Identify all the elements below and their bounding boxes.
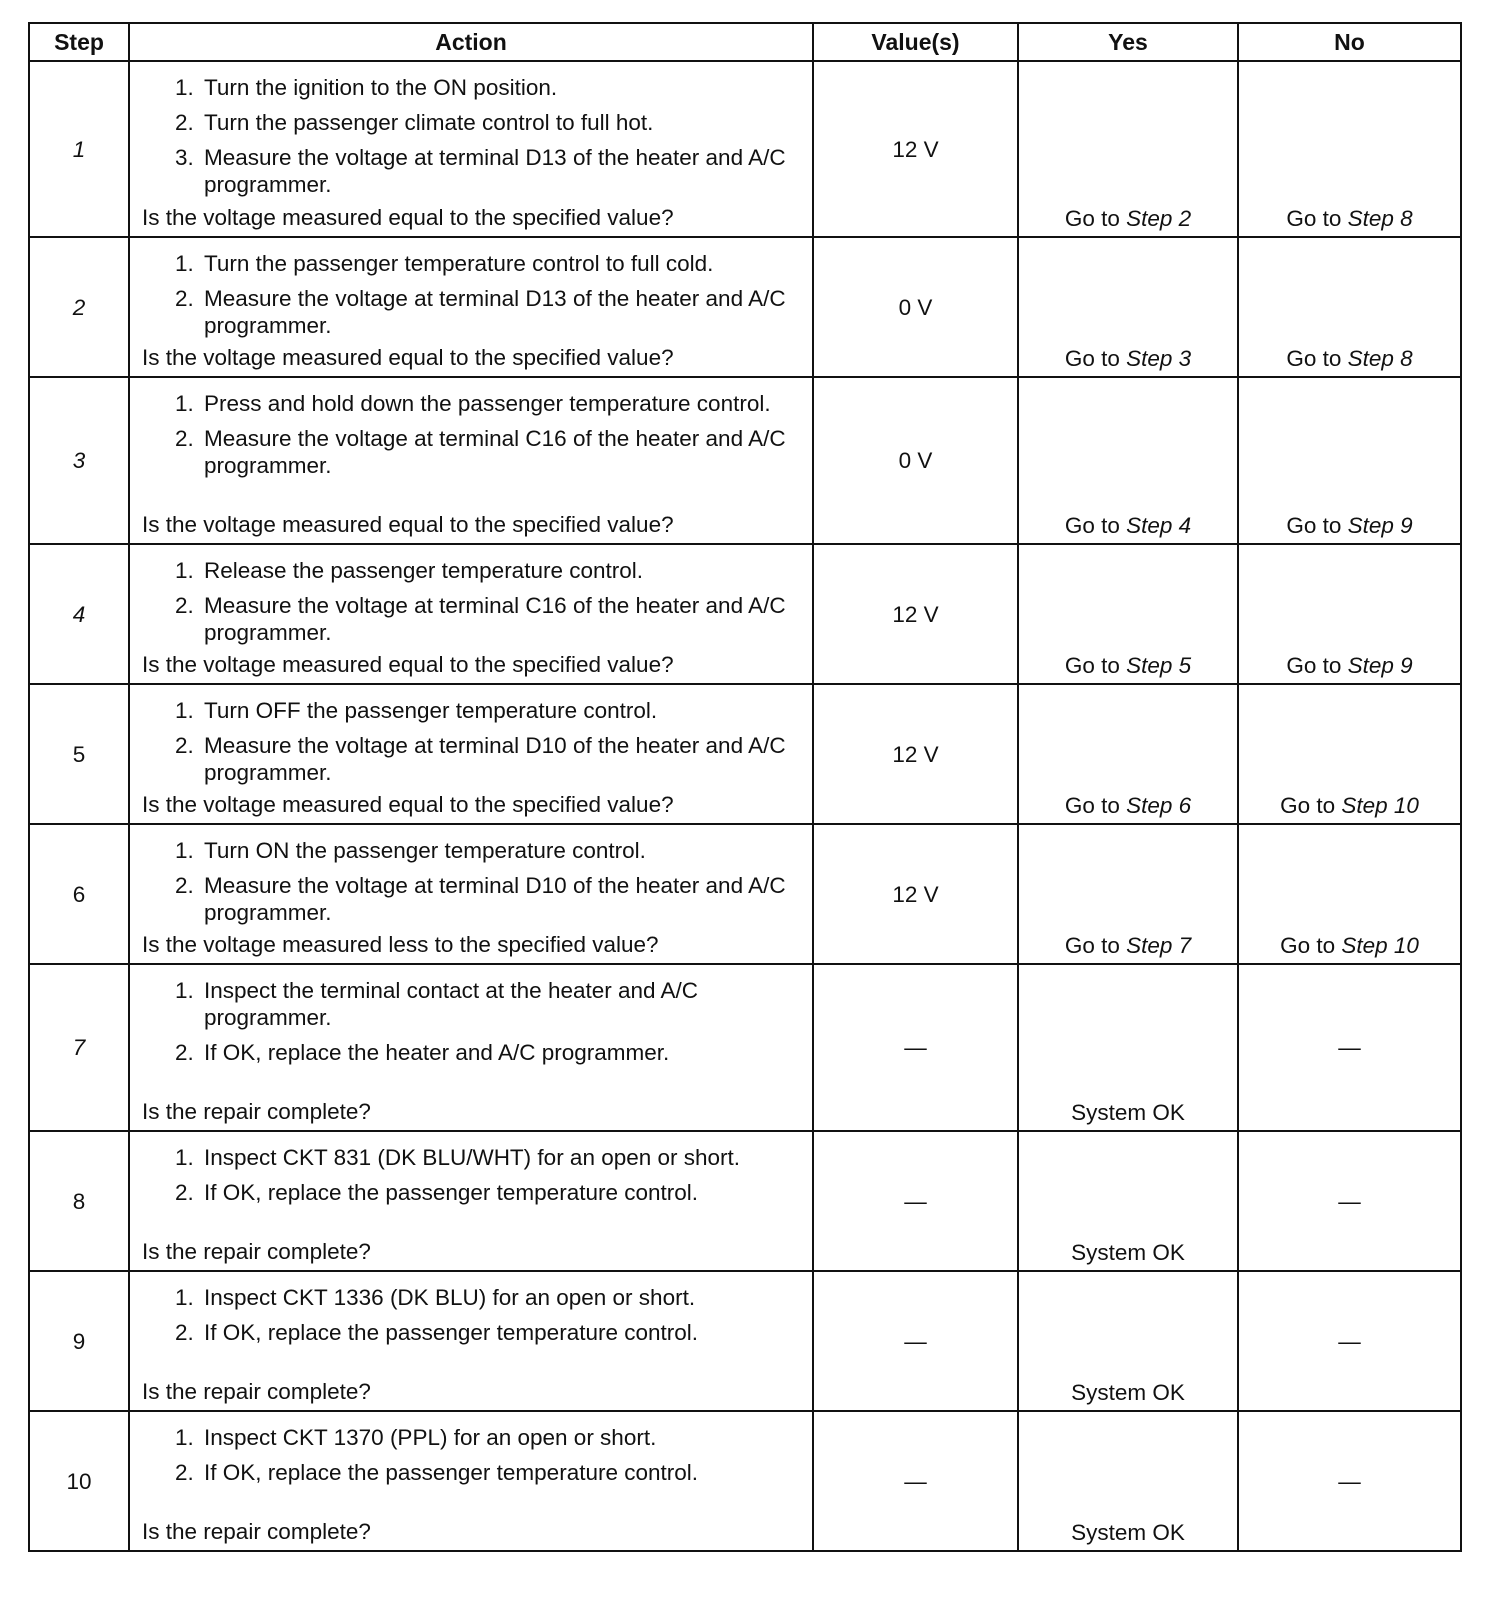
table-row [29, 377, 1461, 544]
action-content [130, 1412, 812, 1549]
action-question: Is the voltage measured equal to the specified value? [142, 792, 674, 817]
yes-result [1018, 544, 1238, 684]
goto-prefix: Go to [1064, 346, 1127, 371]
action-step: 1. Inspect CKT 831 (DK BLU/WHT) for an open or short. [200, 1144, 800, 1171]
header-action: Action [129, 23, 813, 61]
step-reference: Step 6 [1126, 793, 1192, 818]
value-cell: — [813, 964, 1018, 1131]
no-result [1238, 377, 1461, 544]
step-reference: Step 9 [1347, 653, 1413, 678]
value-cell: 12 V [813, 824, 1018, 964]
action-cell [129, 964, 813, 1131]
action-step: 1. Inspect the terminal contact at the heater and A/C programmer. [200, 977, 800, 1031]
goto-prefix: Go to [1286, 206, 1348, 231]
table-row [29, 237, 1461, 377]
goto-prefix: Go to [1064, 933, 1127, 958]
value-cell: — [813, 1271, 1018, 1411]
table-row [29, 544, 1461, 684]
action-step: 2. If OK, replace the passenger temperature control. [200, 1459, 800, 1486]
step-reference: Step 9 [1347, 513, 1413, 538]
step-number: 8 [29, 1131, 129, 1271]
value-cell: 12 V [813, 544, 1018, 684]
action-content [130, 825, 812, 962]
action-cell [129, 1411, 813, 1551]
action-content [130, 965, 812, 1129]
header-step: Step [29, 23, 129, 61]
no-result [1238, 544, 1461, 684]
yes-result: System OK [1018, 1411, 1238, 1551]
yes-result: System OK [1018, 1271, 1238, 1411]
action-cell [129, 824, 813, 964]
action-steps [142, 1284, 800, 1346]
table-row [29, 61, 1461, 237]
no-result [1238, 684, 1461, 824]
no-result [1238, 237, 1461, 377]
action-content [130, 545, 812, 682]
step-number: 5 [29, 684, 129, 824]
step-reference: Step 8 [1347, 206, 1413, 231]
step-number: 10 [29, 1411, 129, 1551]
action-question: Is the repair complete? [142, 1379, 371, 1404]
value-cell: 12 V [813, 61, 1018, 237]
header-values: Value(s) [813, 23, 1018, 61]
action-step: 2. If OK, replace the heater and A/C programmer. [200, 1039, 800, 1066]
step-number: 7 [29, 964, 129, 1131]
goto-prefix: Go to [1064, 513, 1127, 538]
table-row [29, 1131, 1461, 1271]
action-step: 2. Turn the passenger climate control to full hot. [200, 109, 800, 136]
action-step: 2. Measure the voltage at terminal D10 of the heater and A/C programmer. [200, 732, 800, 786]
yes-result [1018, 377, 1238, 544]
goto-prefix: Go to [1064, 793, 1127, 818]
action-question: Is the voltage measured equal to the specified value? [142, 205, 674, 230]
action-step: 1. Inspect CKT 1370 (PPL) for an open or short. [200, 1424, 800, 1451]
step-number: 9 [29, 1271, 129, 1411]
action-steps [142, 837, 800, 926]
action-content [130, 238, 812, 375]
goto-prefix: Go to [1286, 346, 1348, 371]
action-cell [129, 61, 813, 237]
header-row [29, 23, 1461, 61]
action-steps [142, 74, 800, 198]
action-content [130, 685, 812, 822]
no-result: — [1238, 964, 1461, 1131]
header-yes: Yes [1018, 23, 1238, 61]
action-content [130, 378, 812, 542]
step-reference: Step 10 [1341, 793, 1419, 818]
action-question: Is the voltage measured equal to the specified value? [142, 512, 674, 537]
action-question: Is the repair complete? [142, 1519, 371, 1544]
table-row [29, 1411, 1461, 1551]
yes-result: System OK [1018, 1131, 1238, 1271]
action-step: 1. Turn OFF the passenger temperature control. [200, 697, 800, 724]
goto-prefix: Go to [1280, 933, 1342, 958]
step-reference: Step 7 [1126, 933, 1192, 958]
goto-prefix: Go to [1064, 653, 1127, 678]
action-step: 2. Measure the voltage at terminal D10 of the heater and A/C programmer. [200, 872, 800, 926]
value-cell: — [813, 1131, 1018, 1271]
action-step: 1. Turn the ignition to the ON position. [200, 74, 800, 101]
action-steps [142, 1144, 800, 1206]
step-reference: Step 2 [1126, 206, 1192, 231]
action-steps [142, 557, 800, 646]
step-number: 1 [29, 61, 129, 237]
step-number: 4 [29, 544, 129, 684]
yes-result [1018, 824, 1238, 964]
header-no: No [1238, 23, 1461, 61]
yes-result: System OK [1018, 964, 1238, 1131]
action-question: Is the voltage measured less to the specified value? [142, 932, 659, 957]
action-question: Is the voltage measured equal to the specified value? [142, 345, 674, 370]
action-step: 2. Measure the voltage at terminal C16 of the heater and A/C programmer. [200, 425, 800, 479]
action-cell [129, 377, 813, 544]
diagnostic-table [28, 22, 1462, 1552]
action-steps [142, 977, 800, 1066]
action-step: 2. Measure the voltage at terminal D13 of the heater and A/C programmer. [200, 285, 800, 339]
action-step: 1. Release the passenger temperature control. [200, 557, 800, 584]
action-cell [129, 1271, 813, 1411]
value-cell: 12 V [813, 684, 1018, 824]
action-step: 2. If OK, replace the passenger temperature control. [200, 1319, 800, 1346]
value-cell: 0 V [813, 377, 1018, 544]
action-question: Is the voltage measured equal to the specified value? [142, 652, 674, 677]
no-result: — [1238, 1271, 1461, 1411]
step-reference: Step 4 [1126, 513, 1192, 538]
yes-result [1018, 61, 1238, 237]
no-result: — [1238, 1131, 1461, 1271]
action-steps [142, 697, 800, 786]
goto-prefix: Go to [1064, 206, 1127, 231]
action-step: 1. Press and hold down the passenger temperature control. [200, 390, 800, 417]
yes-result [1018, 684, 1238, 824]
no-result [1238, 61, 1461, 237]
step-number: 3 [29, 377, 129, 544]
action-step: 1. Turn the passenger temperature control to full cold. [200, 250, 800, 277]
action-content [130, 62, 812, 235]
goto-prefix: Go to [1280, 793, 1342, 818]
action-question: Is the repair complete? [142, 1239, 371, 1264]
action-step: 2. Measure the voltage at terminal C16 of the heater and A/C programmer. [200, 592, 800, 646]
table-row [29, 964, 1461, 1131]
goto-prefix: Go to [1286, 653, 1348, 678]
yes-result [1018, 237, 1238, 377]
action-steps [142, 250, 800, 339]
action-step: 2. If OK, replace the passenger temperature control. [200, 1179, 800, 1206]
table-row [29, 1271, 1461, 1411]
value-cell: 0 V [813, 237, 1018, 377]
action-cell [129, 237, 813, 377]
action-content [130, 1132, 812, 1269]
action-step: 1. Turn ON the passenger temperature control. [200, 837, 800, 864]
action-step: 3. Measure the voltage at terminal D13 of the heater and A/C programmer. [200, 144, 800, 198]
step-number: 6 [29, 824, 129, 964]
table-row [29, 824, 1461, 964]
step-number: 2 [29, 237, 129, 377]
action-cell [129, 1131, 813, 1271]
goto-prefix: Go to [1286, 513, 1348, 538]
table-row [29, 684, 1461, 824]
action-step: 1. Inspect CKT 1336 (DK BLU) for an open or short. [200, 1284, 800, 1311]
step-reference: Step 5 [1126, 653, 1192, 678]
action-steps [142, 390, 800, 479]
step-reference: Step 3 [1126, 346, 1192, 371]
action-cell [129, 544, 813, 684]
action-steps [142, 1424, 800, 1486]
action-cell [129, 684, 813, 824]
no-result: — [1238, 1411, 1461, 1551]
action-content [130, 1272, 812, 1409]
value-cell: — [813, 1411, 1018, 1551]
step-reference: Step 8 [1347, 346, 1413, 371]
no-result [1238, 824, 1461, 964]
step-reference: Step 10 [1341, 933, 1419, 958]
action-question: Is the repair complete? [142, 1099, 371, 1124]
